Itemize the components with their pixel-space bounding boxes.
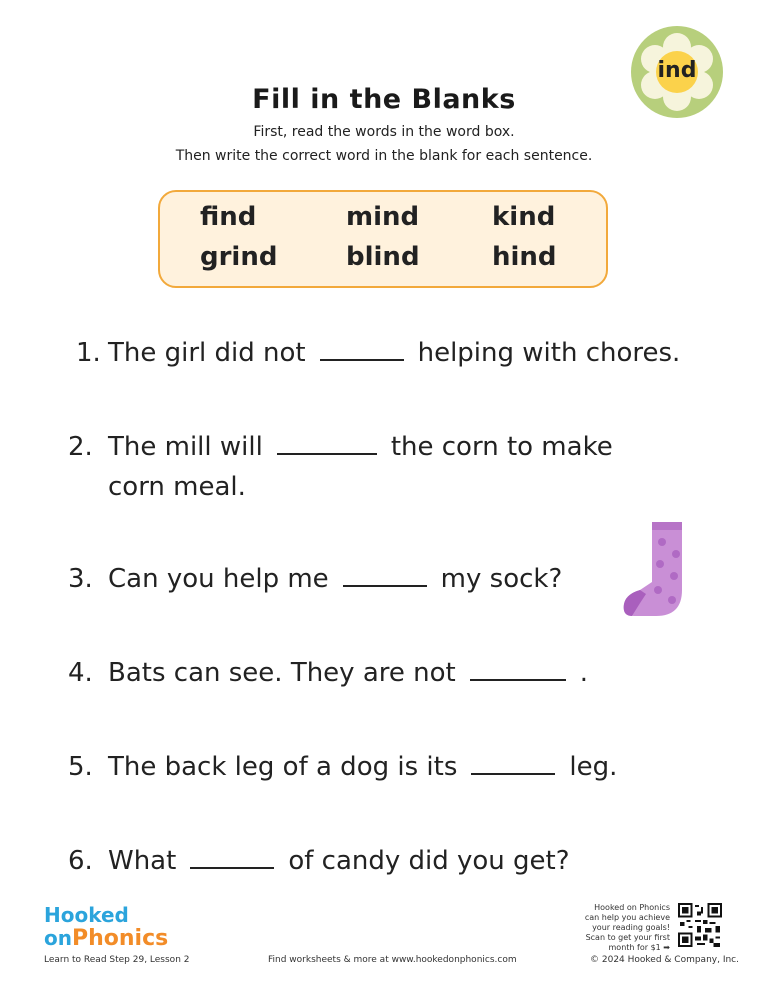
question-text-after: leg. xyxy=(569,752,618,782)
word-box-word: hind xyxy=(492,242,557,272)
lesson-label: Learn to Read Step 29, Lesson 2 xyxy=(44,955,190,965)
word-box xyxy=(158,190,608,288)
question-text-before: The mill will xyxy=(108,432,263,462)
answer-blank[interactable] xyxy=(343,584,427,587)
question-text-after: helping with chores. xyxy=(417,338,681,368)
instruction-line-1: First, read the words in the word box. xyxy=(253,124,515,140)
logo-hooked: Hooked xyxy=(44,903,129,927)
website-link[interactable]: Find worksheets & more at www.hookedonphonics.com xyxy=(268,955,517,965)
page-title: Fill in the Blanks xyxy=(252,84,516,115)
answer-blank[interactable] xyxy=(470,678,566,681)
question-text xyxy=(108,564,562,594)
question-text xyxy=(108,658,588,688)
question-number: 2. xyxy=(68,432,93,462)
answer-blank[interactable] xyxy=(471,772,555,775)
question-text xyxy=(108,432,613,462)
question-text-after: the corn to make xyxy=(390,432,613,462)
hooked-on-phonics-logo xyxy=(44,904,168,951)
word-box-word: grind xyxy=(200,242,278,272)
word-box-word: kind xyxy=(492,202,556,232)
word-box-word: find xyxy=(200,202,257,232)
question-text xyxy=(108,846,570,876)
qr-code-icon[interactable] xyxy=(678,903,722,947)
question-number: 5. xyxy=(68,752,93,782)
question-text-before: What xyxy=(108,846,177,876)
badge-label: ind xyxy=(657,57,697,83)
question-number: 3. xyxy=(68,564,93,594)
question-text xyxy=(108,752,617,782)
word-box-word: mind xyxy=(346,202,420,232)
promo-text: Hooked on Phonics can help you achieve your reading goals! Scan to get your first month for $1 ➡ xyxy=(584,903,670,952)
question-text-after: of candy did you get? xyxy=(288,846,570,876)
logo-phonics: Phonics xyxy=(71,926,169,951)
question-number: 6. xyxy=(68,846,93,876)
question-number: 4. xyxy=(68,658,93,688)
logo-on-phonics xyxy=(44,926,168,951)
answer-blank[interactable] xyxy=(277,452,377,455)
question-text xyxy=(108,338,680,368)
question-text-before: Bats can see. They are not xyxy=(108,658,456,688)
question-text-after: my sock? xyxy=(440,564,563,594)
question-number: 1. xyxy=(76,338,101,368)
question-text-before: The back leg of a dog is its xyxy=(108,752,458,782)
sock-icon xyxy=(620,520,686,620)
question-text-after: . xyxy=(579,658,588,688)
word-box-word: blind xyxy=(346,242,420,272)
question-text-before: The girl did not xyxy=(108,338,306,368)
answer-blank[interactable] xyxy=(320,358,404,361)
instruction-line-2: Then write the correct word in the blank for each sentence. xyxy=(175,148,593,164)
question-text-line-2: corn meal. xyxy=(108,472,246,502)
answer-blank[interactable] xyxy=(190,866,274,869)
copyright: © 2024 Hooked & Company, Inc. xyxy=(590,955,739,965)
logo-on: on xyxy=(44,926,72,950)
question-text-before: Can you help me xyxy=(108,564,329,594)
